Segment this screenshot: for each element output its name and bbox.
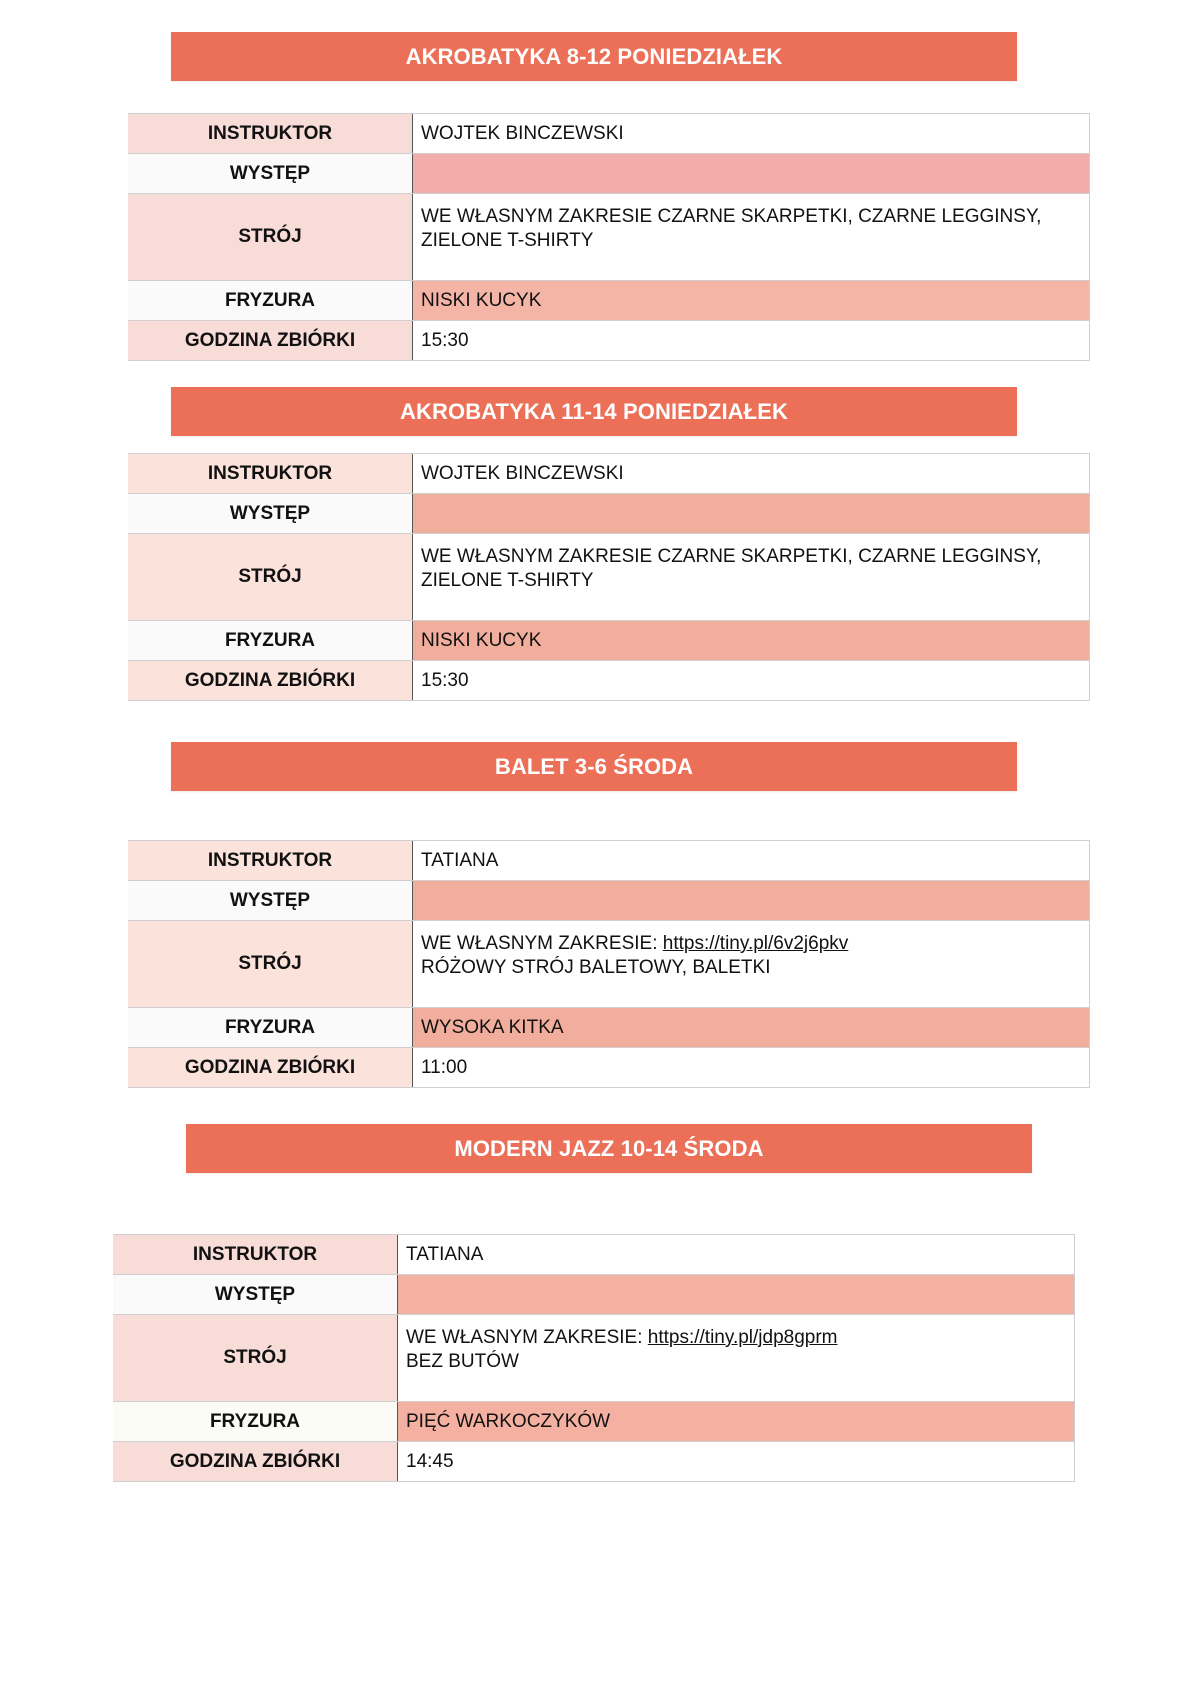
fryzura-label: FRYZURA [113, 1402, 398, 1441]
table-row [113, 1315, 1074, 1402]
stroj-line-2: RÓŻOWY STRÓJ BALETOWY, BALETKI [421, 957, 771, 978]
wystep-label: WYSTĘP [128, 494, 413, 533]
wystep-value [413, 881, 1089, 920]
stroj-line-1 [421, 932, 848, 956]
wystep-label: WYSTĘP [128, 154, 413, 193]
table-row [128, 841, 1089, 881]
wystep-value [398, 1275, 1074, 1314]
table-row [128, 194, 1089, 281]
stroj-label: STRÓJ [128, 194, 413, 280]
godzina-value: 14:45 [398, 1442, 1074, 1481]
table-row [128, 661, 1089, 700]
stroj-prefix: WE WŁASNYM ZAKRESIE: [406, 1327, 648, 1348]
table-row [128, 454, 1089, 494]
section-4-table [113, 1234, 1075, 1482]
instruktor-value: WOJTEK BINCZEWSKI [413, 114, 1089, 153]
wystep-value [413, 154, 1089, 193]
table-row [113, 1275, 1074, 1315]
stroj-value [398, 1315, 1074, 1401]
table-row [128, 621, 1089, 661]
instruktor-label: INSTRUKTOR [128, 841, 413, 880]
godzina-label: GODZINA ZBIÓRKI [113, 1442, 398, 1481]
table-row [128, 114, 1089, 154]
stroj-value [413, 194, 1089, 280]
table-row [113, 1402, 1074, 1442]
stroj-line-2: ZIELONE T-SHIRTY [421, 230, 594, 251]
fryzura-value: NISKI KUCYK [413, 621, 1089, 660]
section-1-table [128, 113, 1090, 361]
table-row [128, 321, 1089, 360]
table-row [113, 1442, 1074, 1481]
wystep-label: WYSTĘP [128, 881, 413, 920]
section-3-table [128, 840, 1090, 1088]
godzina-label: GODZINA ZBIÓRKI [128, 661, 413, 700]
table-row [128, 1048, 1089, 1087]
stroj-label: STRÓJ [128, 921, 413, 1007]
instruktor-label: INSTRUKTOR [113, 1235, 398, 1274]
stroj-value [413, 534, 1089, 620]
godzina-value: 15:30 [413, 661, 1089, 700]
stroj-line-2: ZIELONE T-SHIRTY [421, 570, 594, 591]
section-1-title: AKROBATYKA 8-12 PONIEDZIAŁEK [171, 32, 1017, 81]
godzina-value: 15:30 [413, 321, 1089, 360]
section-3-title: BALET 3-6 ŚRODA [171, 742, 1017, 791]
table-row [128, 534, 1089, 621]
table-row [113, 1235, 1074, 1275]
instruktor-label: INSTRUKTOR [128, 454, 413, 493]
section-4-title: MODERN JAZZ 10-14 ŚRODA [186, 1124, 1032, 1173]
stroj-link[interactable]: https://tiny.pl/jdp8gprm [647, 1327, 838, 1348]
stroj-label: STRÓJ [128, 534, 413, 620]
stroj-line-1 [406, 1326, 838, 1350]
fryzura-value: NISKI KUCYK [413, 281, 1089, 320]
stroj-line-1: WE WŁASNYM ZAKRESIE CZARNE SKARPETKI, CZARNE LEGGINSY, [421, 546, 1042, 567]
wystep-value [413, 494, 1089, 533]
table-row [128, 921, 1089, 1008]
table-row [128, 154, 1089, 194]
stroj-value [413, 921, 1089, 1007]
fryzura-label: FRYZURA [128, 621, 413, 660]
section-2-table [128, 453, 1090, 701]
godzina-value: 11:00 [413, 1048, 1089, 1087]
stroj-line-1: WE WŁASNYM ZAKRESIE CZARNE SKARPETKI, CZARNE LEGGINSY, [421, 206, 1042, 227]
stroj-line-2: BEZ BUTÓW [406, 1351, 519, 1372]
stroj-label: STRÓJ [113, 1315, 398, 1401]
godzina-label: GODZINA ZBIÓRKI [128, 1048, 413, 1087]
section-2-title: AKROBATYKA 11-14 PONIEDZIAŁEK [171, 387, 1017, 436]
stroj-prefix: WE WŁASNYM ZAKRESIE: [421, 933, 663, 954]
instruktor-label: INSTRUKTOR [128, 114, 413, 153]
table-row [128, 881, 1089, 921]
stroj-link[interactable]: https://tiny.pl/6v2j6pkv [662, 933, 849, 954]
fryzura-value: PIĘĆ WARKOCZYKÓW [398, 1402, 1074, 1441]
table-row [128, 1008, 1089, 1048]
godzina-label: GODZINA ZBIÓRKI [128, 321, 413, 360]
table-row [128, 494, 1089, 534]
instruktor-value: TATIANA [398, 1235, 1074, 1274]
fryzura-label: FRYZURA [128, 1008, 413, 1047]
fryzura-value: WYSOKA KITKA [413, 1008, 1089, 1047]
instruktor-value: TATIANA [413, 841, 1089, 880]
fryzura-label: FRYZURA [128, 281, 413, 320]
table-row [128, 281, 1089, 321]
wystep-label: WYSTĘP [113, 1275, 398, 1314]
instruktor-value: WOJTEK BINCZEWSKI [413, 454, 1089, 493]
